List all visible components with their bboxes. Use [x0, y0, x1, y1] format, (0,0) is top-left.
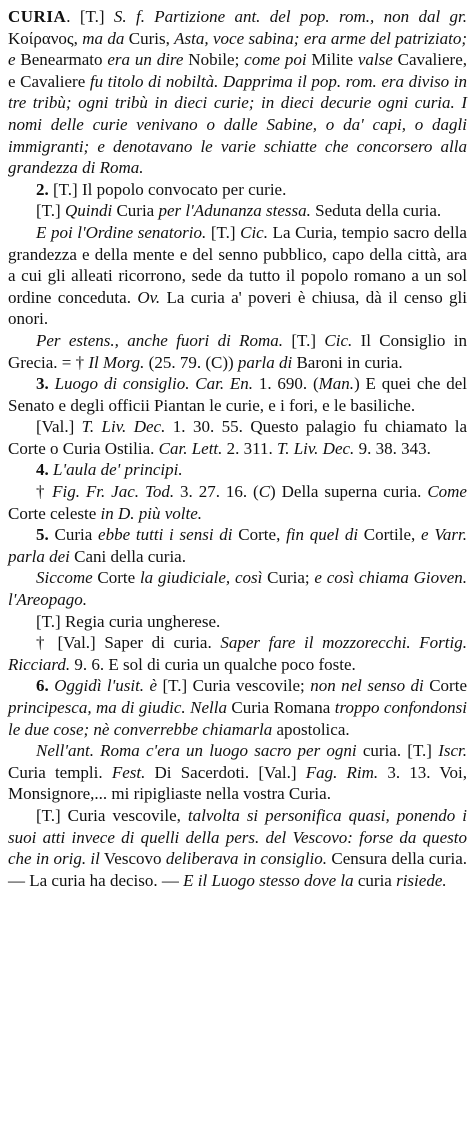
- italic-run: Man.: [318, 374, 355, 394]
- italic-run: era un dire: [107, 50, 184, 70]
- italic-run: Per estens., anche fuori di Roma.: [36, 330, 284, 350]
- italic-run: talvolta si personifica quasi, ponendo i suoi atti invece di quelli della pers. del Vescovo: forse da questo che in orig. il: [8, 805, 467, 869]
- italic-run: per l'Adunanza stessa.: [158, 201, 311, 221]
- text-run: † [Val.] Saper di curia.: [36, 633, 221, 653]
- sense-number: 2.: [36, 179, 49, 199]
- sense-number: 3.: [36, 374, 49, 394]
- italic-run: Il Morg.: [88, 352, 145, 372]
- entry-paragraph-curia-vescovile: [8, 805, 467, 891]
- text-run: 2. 311.: [222, 438, 278, 458]
- text-run: Curia templi.: [8, 762, 112, 782]
- entry-paragraph-sense-5: [8, 524, 467, 567]
- text-run: [T.] Regia curia ungherese.: [36, 611, 221, 631]
- text-run: [T.]: [283, 330, 325, 350]
- italic-run: come poi: [244, 50, 307, 70]
- italic-run: T. Liv. Dec.: [277, 438, 355, 458]
- italic-run: C: [258, 482, 271, 502]
- sense-number: 6.: [36, 676, 49, 696]
- italic-run: S. f. Partizione ant. del pop. rom., non dal gr.: [113, 7, 467, 26]
- italic-run: deliberava in consiglio.: [165, 849, 328, 869]
- italic-run: Oggidì l'usit. è: [54, 676, 158, 696]
- italic-run: Luogo di consiglio. Car. En.: [54, 374, 254, 394]
- text-run: Seduta della curia.: [310, 201, 442, 221]
- text-run: 3. 27. 16. (: [174, 482, 259, 502]
- text-run: Milite: [306, 50, 358, 70]
- text-run: Censura della curia. — La curia ha deciso. —: [8, 849, 467, 890]
- italic-run: in D. più volte.: [100, 503, 203, 523]
- entry-paragraph-superna-curia: [8, 481, 467, 524]
- dictionary-entry-curia: [8, 6, 467, 891]
- headword: CURIA: [8, 7, 67, 26]
- italic-run: troppo confondonsi le due cose; nè converrebbe chiamarla: [8, 698, 468, 739]
- text-run: Baroni in curia.: [292, 352, 403, 372]
- italic-run: Fig. Fr. Jac. Tod.: [52, 482, 175, 502]
- italic-run: e Varr. parla dei: [8, 525, 467, 566]
- text-run: 1. 30. 55. Questo palagio fu chiamato la Corte o Curia Ostilia.: [8, 417, 468, 458]
- italic-run: E il Luogo stesso dove la: [183, 870, 354, 890]
- text-run: ) E quei che del Senato e degli officii Piantan le curie, e i fori, e le basiliche.: [8, 374, 467, 415]
- text-run: ) Della superna curia.: [270, 482, 428, 502]
- sense-number: 5.: [36, 525, 49, 545]
- text-run: Curia: [48, 525, 99, 545]
- entry-paragraph-sense-4: [8, 459, 467, 481]
- text-run: Corte celeste: [8, 503, 101, 523]
- italic-run: L'aula de' principi.: [53, 460, 183, 480]
- text-run: Curia Romana: [226, 698, 335, 717]
- text-run: 9. 38. 343.: [354, 438, 431, 458]
- text-run: curia: [353, 870, 397, 890]
- text-run: La Curia, tempio sacro della grandezza e della mente e del senno pubblico, capo della città, ara a cui gli alleati ricorrono, sede da tutto il popolo romano a un sol ordine conceduta.: [8, 222, 467, 307]
- italic-run: parla di: [237, 352, 293, 372]
- text-run: apostolica.: [272, 719, 350, 739]
- text-run: †: [36, 482, 53, 502]
- text-run: 9. 6. E sol di curia un qualche poco foste.: [70, 654, 356, 674]
- text-run: (25. 79. (C)): [144, 352, 238, 372]
- entry-paragraph-per-estensione: [8, 330, 467, 373]
- italic-run: Fest.: [111, 762, 146, 782]
- italic-run: E poi l'Ordine senatorio.: [36, 222, 207, 242]
- text-run: Corte: [92, 568, 140, 588]
- text-run: 1. 690. (: [253, 374, 319, 394]
- italic-run: Quindi: [64, 201, 113, 221]
- italic-run: Cic.: [324, 330, 353, 350]
- italic-run: Siccome: [36, 568, 93, 588]
- italic-run: principesca, ma di giudic. Nella: [8, 698, 227, 717]
- entry-paragraph-areopago: [8, 567, 467, 610]
- entry-paragraph-definition: [8, 6, 467, 179]
- text-run: [Val.]: [36, 417, 82, 437]
- italic-run: Come: [427, 482, 467, 502]
- text-run: Il Consiglio in Grecia. = †: [8, 330, 467, 372]
- text-run: Κοίρανος,: [8, 28, 83, 48]
- entry-paragraph-regia-curia: [8, 611, 467, 633]
- text-run: Di Sacerdoti. [Val.]: [145, 762, 306, 782]
- text-run: Benearmato: [15, 50, 108, 70]
- text-run: Corte: [423, 676, 467, 696]
- text-run: [T.] Il popolo convocato per curie.: [48, 179, 287, 199]
- text-run: Curia;: [262, 568, 315, 588]
- entry-paragraph-corte-ostilia: [8, 416, 467, 459]
- text-run: Cortile,: [358, 525, 422, 545]
- italic-run: Ov.: [137, 287, 161, 307]
- italic-run: fin quel di: [286, 525, 359, 545]
- text-run: Nobile;: [183, 50, 245, 70]
- italic-run: T. Liv. Dec.: [81, 417, 166, 437]
- italic-run: Asta, voce sabina; era arme del patriziato; e: [8, 28, 467, 70]
- text-run: Cani della curia.: [69, 546, 186, 566]
- text-run: [T.] Curia vescovile,: [36, 805, 188, 825]
- text-run: . [T.]: [66, 7, 114, 26]
- text-run: [T.]: [36, 201, 65, 221]
- italic-run: ebbe tutti i sensi di: [98, 525, 233, 545]
- italic-run: fu titolo di nobiltà. Dapprima il pop. rom. era diviso in tre tribù; ogni tribù in dieci curie; in dieci decurie ogni curia. I nomi delle curie venivano o dalle Sabine, o da' capi, o dagli immigranti; e denotavano le varie schiatte che concorsero alla grandezza di Roma.: [8, 71, 467, 178]
- italic-run: ma da: [82, 28, 125, 48]
- text-run: Corte,: [232, 525, 287, 545]
- italic-run: non nel senso di: [310, 676, 424, 696]
- entry-paragraph-adunanza: [8, 200, 467, 222]
- entry-paragraph-sense-2: [8, 179, 467, 201]
- sense-number: 4.: [36, 460, 49, 480]
- italic-run: valse: [357, 50, 393, 70]
- italic-run: Nell'ant. Roma c'era un luogo sacro per ogni: [36, 741, 357, 761]
- text-run: Curis,: [124, 28, 175, 48]
- text-run: Curia: [112, 201, 159, 221]
- text-run: [T.] Curia vescovile;: [157, 676, 311, 696]
- text-run: 3. 13. Voi, Monsignore,... mi ripigliaste nella vostra Curia.: [8, 762, 467, 804]
- entry-paragraph-sense-3: [8, 373, 467, 416]
- italic-run: Cic.: [240, 222, 268, 242]
- text-run: Vescovo: [99, 849, 166, 869]
- italic-run: la giudiciale, così: [139, 568, 263, 588]
- text-run: [T.]: [206, 222, 241, 242]
- entry-paragraph-saper-di-curia: [8, 632, 467, 675]
- entry-paragraph-ordine-senatorio: [8, 222, 467, 330]
- italic-run: e così chiama Gioven. l'Areopago.: [8, 568, 467, 610]
- italic-run: Saper fare il mozzorecchi. Fortig. Ricciard.: [8, 633, 467, 674]
- italic-run: Fag. Rim.: [305, 762, 379, 782]
- italic-run: Iscr.: [438, 741, 467, 761]
- entry-paragraph-sense-6: [8, 675, 467, 740]
- entry-paragraph-luogo-sacro: [8, 740, 467, 805]
- text-run: La curia a' poveri è chiusa, dà il censo gli onori.: [8, 287, 468, 329]
- text-run: Cavaliere, e Cavaliere: [8, 50, 467, 91]
- italic-run: risiede.: [396, 870, 447, 890]
- italic-run: Car. Lett.: [158, 438, 223, 458]
- text-run: curia. [T.]: [356, 741, 439, 761]
